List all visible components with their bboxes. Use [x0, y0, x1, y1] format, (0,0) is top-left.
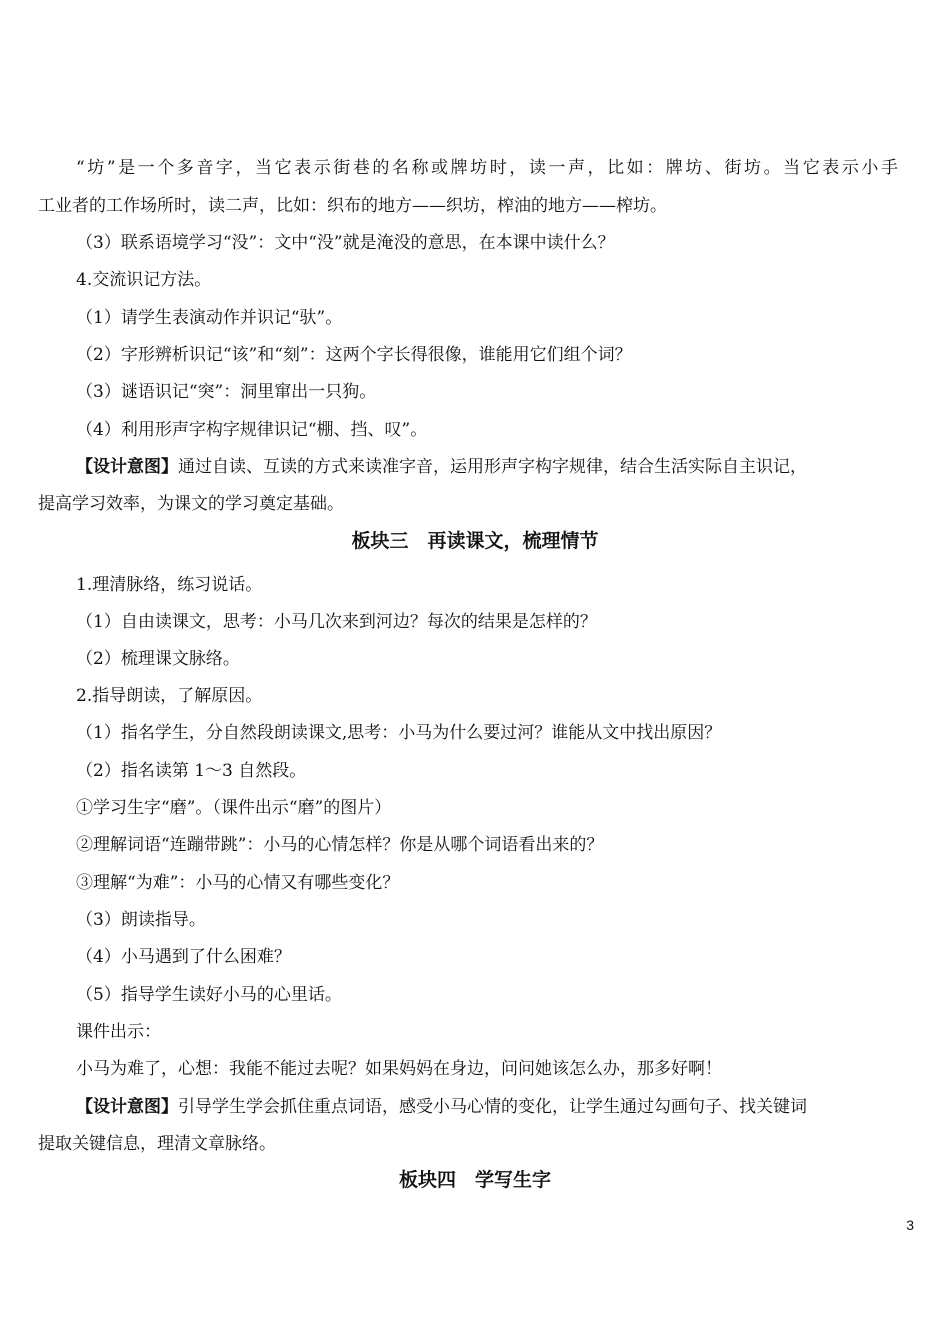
paragraph-line: “坊”是一个多音字，当它表示街巷的名称或牌坊时，读一声，比如：牌坊、街坊。当它表示小手 — [76, 158, 898, 178]
section-heading: 板块四 学写生字 — [398, 1169, 551, 1191]
paragraph-line: （3）朗读指导。 — [76, 910, 206, 930]
paragraph-line: （4）利用形声字构字规律识记“棚、挡、叹”。 — [76, 420, 428, 440]
paragraph-line: ②理解词语“连蹦带跳”：小马的心情怎样？你是从哪个词语看出来的？ — [76, 835, 604, 855]
paragraph-line: ③理解“为难”：小马的心情又有哪些变化？ — [76, 873, 400, 893]
design-intent-label: 【设计意图】 — [76, 1097, 178, 1117]
page-number: 3 — [906, 1217, 914, 1233]
paragraph-line: 提取关键信息，理清文章脉络。 — [38, 1134, 276, 1154]
paragraph-line: 提高学习效率，为课文的学习奠定基础。 — [38, 494, 344, 514]
design-intent-text: 引导学生学会抓住重点词语，感受小马心情的变化，让学生通过勾画句子、找关键词 — [178, 1097, 807, 1117]
paragraph-line: （3）谜语识记“突”：洞里窜出一只狗。 — [76, 382, 377, 402]
design-intent-text: 通过自读、互读的方式来读准字音，运用形声字构字规律，结合生活实际自主识记， — [178, 457, 807, 477]
design-intent-line — [76, 457, 807, 477]
paragraph-line: 4.交流识记方法。 — [76, 270, 212, 290]
paragraph-line: （2）梳理课文脉络。 — [76, 649, 240, 669]
design-intent-line — [76, 1097, 807, 1117]
courseware-quote: 小马为难了，心想：我能不能过去呢？如果妈妈在身边，问问她该怎么办，那多好啊！ — [76, 1059, 722, 1079]
paragraph-line: （2）字形辨析识记“该”和“刻”：这两个字长得很像，谁能用它们组个词？ — [76, 345, 632, 365]
paragraph-line: 2.指导朗读，了解原因。 — [76, 686, 263, 706]
paragraph-line: 1.理清脉络，练习说话。 — [76, 575, 263, 595]
paragraph-line: （4）小马遇到了什么困难？ — [76, 947, 291, 967]
section-heading: 板块三 再读课文，梳理情节 — [351, 530, 599, 552]
paragraph-line: （5）指导学生读好小马的心里话。 — [76, 985, 342, 1005]
paragraph-line: 课件出示： — [76, 1022, 161, 1042]
paragraph-line: （1）指名学生，分自然段朗读课文,思考：小马为什么要过河？谁能从文中找出原因？ — [76, 723, 722, 743]
paragraph-line: 工业者的工作场所时，读二声，比如：织布的地方——织坊，榨油的地方——榨坊。 — [38, 196, 667, 216]
paragraph-line: （1）请学生表演动作并识记“驮”。 — [76, 308, 343, 328]
paragraph-line: （2）指名读第 1～3 自然段。 — [76, 761, 307, 781]
paragraph-line: （3）联系语境学习“没”：文中“没”就是淹没的意思，在本课中读什么？ — [76, 233, 615, 253]
paragraph-line: （1）自由读课文，思考：小马几次来到河边？每次的结果是怎样的？ — [76, 612, 597, 632]
design-intent-label: 【设计意图】 — [76, 457, 178, 477]
paragraph-line: ①学习生字“磨”。（课件出示“磨”的图片） — [76, 798, 392, 818]
